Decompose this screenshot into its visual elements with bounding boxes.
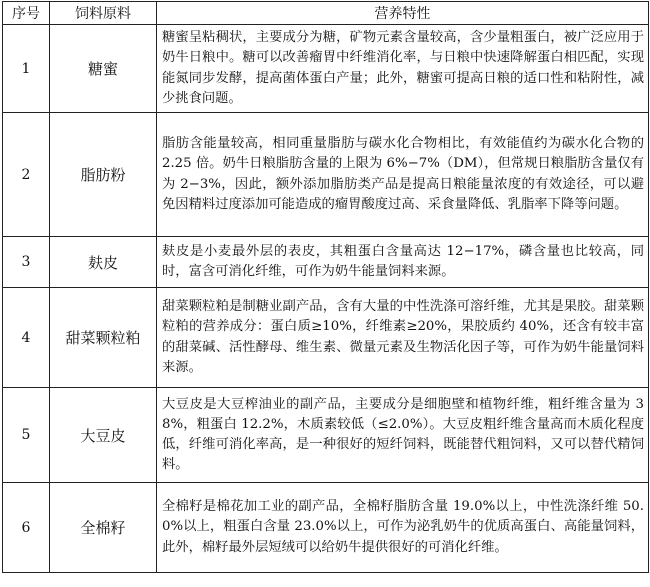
row-index: 5 <box>3 388 50 483</box>
row-ingredient-name: 脂肪粉 <box>50 113 157 237</box>
row-ingredient-name: 麸皮 <box>50 237 157 288</box>
row-index: 1 <box>3 25 50 113</box>
row-nutrition-traits: 麸皮是小麦最外层的表皮，其粗蛋白含量高达 12−17%，磷含量也比较高，同时，富含可消化纤维，可作为奶牛能量饲料来源。 <box>157 237 649 288</box>
table-row <box>3 113 649 237</box>
row-ingredient-name: 糖蜜 <box>50 25 157 113</box>
row-ingredient-name: 大豆皮 <box>50 388 157 483</box>
table-row <box>3 288 649 388</box>
row-nutrition-traits: 全棉籽是棉花加工业的副产品，全棉籽脂肪含量 19.0%以上，中性洗涤纤维 50.0%以上，粗蛋白含量 23.0%以上，可作为泌乳奶牛的优质高蛋白、高能量饲料，此外，棉籽最外层短绒可以给奶牛提供很好的可消化纤维。 <box>157 483 649 573</box>
header-traits: 营养特性 <box>157 2 649 25</box>
row-index: 3 <box>3 237 50 288</box>
header-index: 序号 <box>3 2 50 25</box>
table-row <box>3 388 649 483</box>
table-row <box>3 483 649 573</box>
row-index: 6 <box>3 483 50 573</box>
table-row <box>3 25 649 113</box>
row-nutrition-traits: 脂肪含能量较高，相同重量脂肪与碳水化合物相比，有效能值约为碳水化合物的 2.25 倍。奶牛日粮脂肪含量的上限为 6%−7%（DM），但常规日粮脂肪含量仅有为 2−3%，因此，额外添加脂肪类产品是提高日粮能量浓度的有效途径，可以避免因精料过度添加可能造成的瘤胃酸度过高、采食量降低、乳脂率下降等问题。 <box>157 113 649 237</box>
row-nutrition-traits: 糖蜜呈粘稠状，主要成分为糖，矿物元素含量较高，含少量粗蛋白，被广泛应用于奶牛日粮中。糖可以改善瘤胃中纤维消化率，与日粮中快速降解蛋白相匹配，实现能氮同步发酵，提高菌体蛋白产量；此外，糖蜜可提高日粮的适口性和粘附性，减少挑食问题。 <box>157 25 649 113</box>
header-name: 饲料原料 <box>50 2 157 25</box>
row-index: 4 <box>3 288 50 388</box>
feed-ingredients-table <box>2 1 649 573</box>
table-header-row <box>3 2 649 25</box>
row-index: 2 <box>3 113 50 237</box>
table-row <box>3 237 649 288</box>
row-nutrition-traits: 大豆皮是大豆榨油业的副产品，主要成分是细胞壁和植物纤维，粗纤维含量为 38%，粗蛋白 12.2%，木质素较低（≤2.0%）。大豆皮粗纤维含量高而木质化程度低，纤维可消化率高，是一种很好的短纤饲料，既能替代粗饲料，又可以替代精饲料。 <box>157 388 649 483</box>
row-nutrition-traits: 甜菜颗粒粕是制糖业副产品，含有大量的中性洗涤可溶纤维，尤其是果胶。甜菜颗粒粕的营养成分：蛋白质≥10%，纤维素≥20%，果胶质约 40%，还含有较丰富的甜菜碱、活性酵母、维生素、微量元素及生物活化因子等，可作为奶牛能量饲料来源。 <box>157 288 649 388</box>
row-ingredient-name: 全棉籽 <box>50 483 157 573</box>
row-ingredient-name: 甜菜颗粒粕 <box>50 288 157 388</box>
